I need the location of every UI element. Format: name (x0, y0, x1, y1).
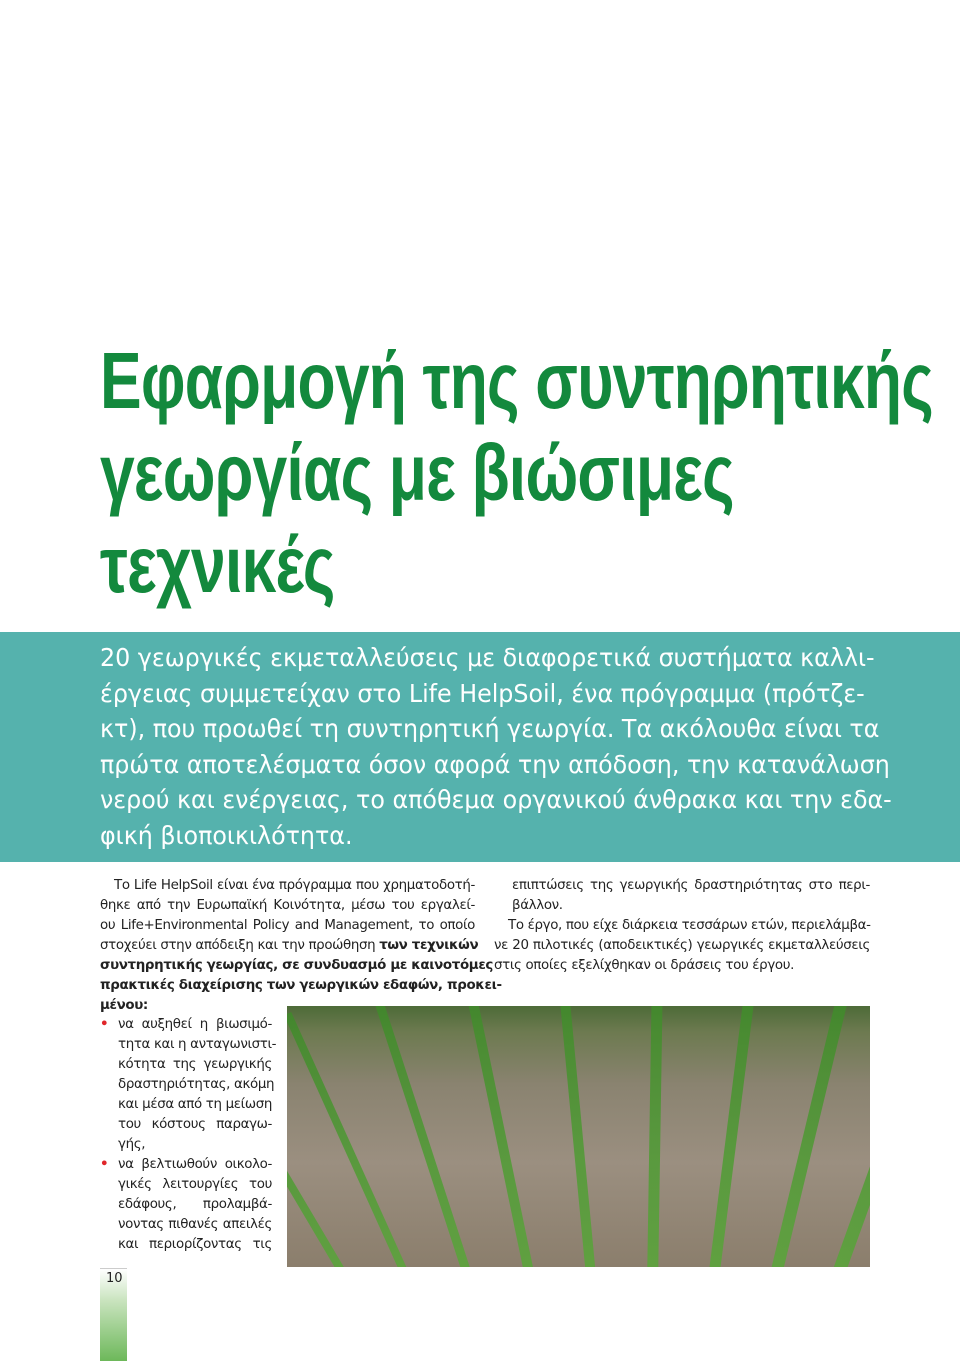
body-line (100, 976, 502, 996)
body-bold-text: μένου: (100, 998, 148, 1013)
title-line: τεχνικές (100, 520, 335, 609)
body-line: θηκε από την Ευρωπαϊκή Κοινότητα, μέσω του εργαλεί- (100, 898, 475, 913)
body-line: να αυξηθεί η βιωσιμό- (118, 1017, 272, 1032)
body-bold-text: συντηρητικής γεωργίας, σε συνδυασμό με καινοτόμες (100, 958, 494, 973)
body-line (100, 936, 479, 956)
crop-row (375, 1006, 476, 1267)
cornfield-photo (287, 1006, 870, 1267)
body-bold-text: των τεχνικών (379, 938, 479, 953)
body-line (100, 956, 494, 976)
bullet-item (100, 1155, 272, 1255)
lead-line: πρώτα αποτελέσματα όσον αφορά την απόδοση, την κατανάλωση (100, 749, 890, 779)
page-title (100, 335, 933, 611)
crop-row (707, 1006, 756, 1267)
body-line: Το Life HelpSoil είναι ένα πρόγραμμα που χρηματοδοτή- (114, 878, 475, 893)
body-text: στοχεύει στην απόδειξη και την προώθηση (100, 938, 376, 953)
body-line: και μέσα από τη μείωση (118, 1097, 272, 1112)
body-line: Το έργο, που είχε διάρκεια τεσσάρων ετών, περιελάμβα- (508, 918, 871, 933)
body-line: να βελτιωθούν οικολο- (118, 1157, 272, 1172)
lead-paragraph (100, 640, 892, 854)
page-number: 10 (106, 1271, 123, 1286)
crop-row (287, 1045, 293, 1267)
body-line: νοντας πιθανές απειλές (118, 1217, 272, 1232)
lead-line: νερού και ενέργειας, το απόθεμα οργανικού άνθρακα και την εδα- (100, 785, 892, 815)
crop-row (559, 1006, 597, 1267)
lead-line: έργειας συμμετείχαν στο Life HelpSoil, ένα πρόγραμμα (πρότζε- (100, 678, 865, 708)
bullet-icon: • (100, 1017, 109, 1032)
body-line: νε 20 πιλοτικές (αποδεικτικές) γεωργικές εκμεταλλεύσεις (494, 938, 870, 953)
body-line: και περιορίζοντας τις (118, 1237, 272, 1252)
crop-row (647, 1006, 663, 1267)
crop-row (466, 1006, 536, 1267)
title-line: Εφαρμογή της συντηρητικής (100, 336, 933, 425)
body-column-left (100, 876, 502, 1016)
body-line: τητα και η ανταγωνιστι- (118, 1037, 277, 1052)
bullet-icon: • (100, 1157, 109, 1172)
body-line: βάλλον. (512, 898, 563, 913)
crop-row (767, 1006, 849, 1267)
body-line: εδάφους, προλαμβά- (118, 1197, 272, 1212)
bullet-list (100, 1015, 277, 1255)
lead-line: φική βιοποικιλότητα. (100, 820, 353, 850)
body-column-right (494, 876, 870, 976)
body-line: στις οποίες εξελίχθηκαν οι δράσεις του έργου. (494, 958, 795, 973)
body-line: ου Life+Environmental Policy and Management, το οποίο (100, 918, 475, 933)
title-line: γεωργίας με βιώσιμες (100, 428, 734, 517)
body-line: επιπτώσεις της γεωργικής δραστηριότητας στο περι- (512, 878, 870, 893)
body-line: του κόστους παραγω- (118, 1117, 272, 1132)
body-line: γής, (118, 1137, 146, 1152)
lead-line: κτ), που προωθεί τη συντηρητική γεωργία. Τα ακόλουθα είναι τα (100, 714, 880, 744)
body-line: κότητα της γεωργικής (118, 1057, 272, 1072)
body-bold-text: πρακτικές διαχείρισης των γεωργικών εδαφών, προκει- (100, 978, 502, 993)
body-line: γικές λειτουργίες του (118, 1177, 272, 1192)
bullet-item (100, 1015, 277, 1155)
lead-line: 20 γεωργικές εκμεταλλεύσεις με διαφορετικά συστήματα καλλι- (100, 643, 875, 672)
body-line: δραστηριότητας, ακόμη (118, 1077, 275, 1092)
